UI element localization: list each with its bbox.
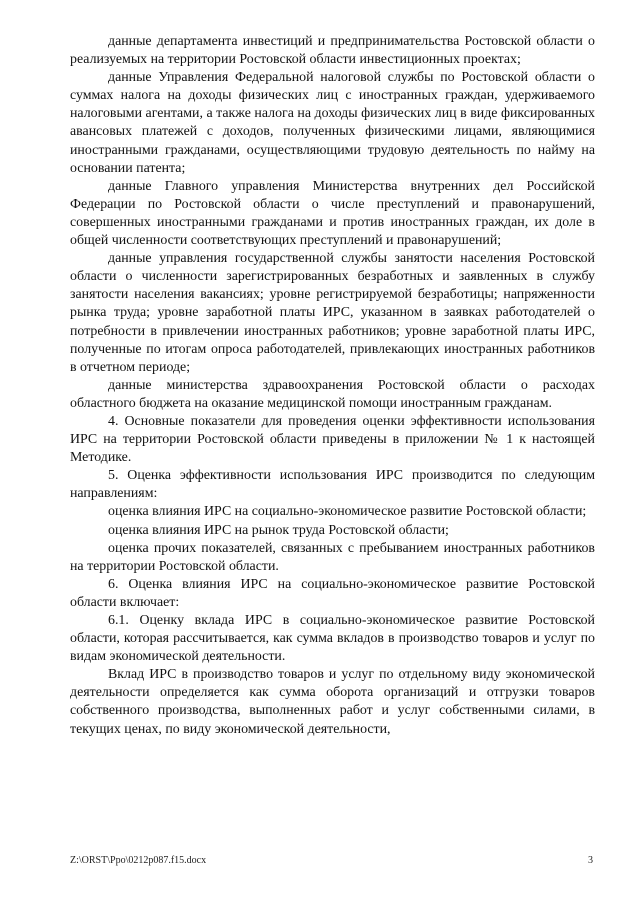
paragraph: 6.1. Оценку вклада ИРС в социально-экономическое развитие Ростовской области, которая рассчитывается, как сумма вкладов в производство товаров и услуг по видам экономической деятельности. <box>70 613 595 665</box>
paragraph: данные министерства здравоохранения Ростовской области о расходах областного бюджета на оказание медицинской помощи иностранным гражданам. <box>70 377 595 411</box>
paragraph: оценка прочих показателей, связанных с пребыванием иностранных работников на территории Ростовской области. <box>70 540 595 574</box>
paragraph: данные департамента инвестиций и предпринимательства Ростовской области о реализуемых на территории Ростовской области инвестиционных проектах; <box>70 34 595 68</box>
page-footer <box>70 854 595 868</box>
paragraph: оценка влияния ИРС на социально-экономическое развитие Ростовской области; <box>108 504 587 520</box>
paragraph: 4. Основные показатели для проведения оценки эффективности использования ИРС на территории Ростовской области приведены в приложении № 1 к настоящей Методике. <box>70 413 595 466</box>
paragraph: данные Главного управления Министерства внутренних дел Российской Федерации по Ростовской области о числе преступлений и правонарушений, совершенных иностранными гражданами и против иностранных граждан, их доле в общей численности соответствующих преступлений и правонарушений; <box>70 178 595 249</box>
paragraph: данные Управления Федеральной налоговой службы по Ростовской области о суммах налога на доходы физических лиц с иностранных граждан, удерживаемого налоговыми агентами, а также налога на доходы физических лиц в виде фиксированных авансовых платежей с доходов, полученных физическими лицами, являющимися иностранными гражданами, осуществляющими трудовую деятельность по найму на основании патента; <box>70 70 595 176</box>
document-body <box>70 33 595 739</box>
footer-file-path: Z:\ORST\Ppo\0212p087.f15.docx <box>70 855 207 866</box>
paragraph: данные управления государственной службы занятости населения Ростовской области о численности зарегистрированных безработных и заявленных в службу занятости населения вакансиях; уровне регистрируемой безработицы; напряженности рынка труда; уровне заработной платы ИРС, указанном в заявках работодателей о потребности в привлечении иностранных работников; уровне заработной платы ИРС, полученные по итогам опроса работодателей, привлекающих иностранных работников в отчетном периоде; <box>70 251 595 375</box>
paragraph: Вклад ИРС в производство товаров и услуг по отдельному виду экономической деятельности определяется как сумма оборота организаций и отгрузки товаров собственного производства, выполненных работ и услуг собственными силами, в текущих ценах, по виду экономической деятельности, <box>70 667 595 737</box>
page-number: 3 <box>588 855 593 866</box>
paragraph: 6. Оценка влияния ИРС на социально-экономическое развитие Ростовской области включает: <box>70 576 595 610</box>
paragraph: оценка влияния ИРС на рынок труда Ростовской области; <box>108 522 449 538</box>
paragraph: 5. Оценка эффективности использования ИРС производится по следующим направлениям: <box>70 468 595 502</box>
